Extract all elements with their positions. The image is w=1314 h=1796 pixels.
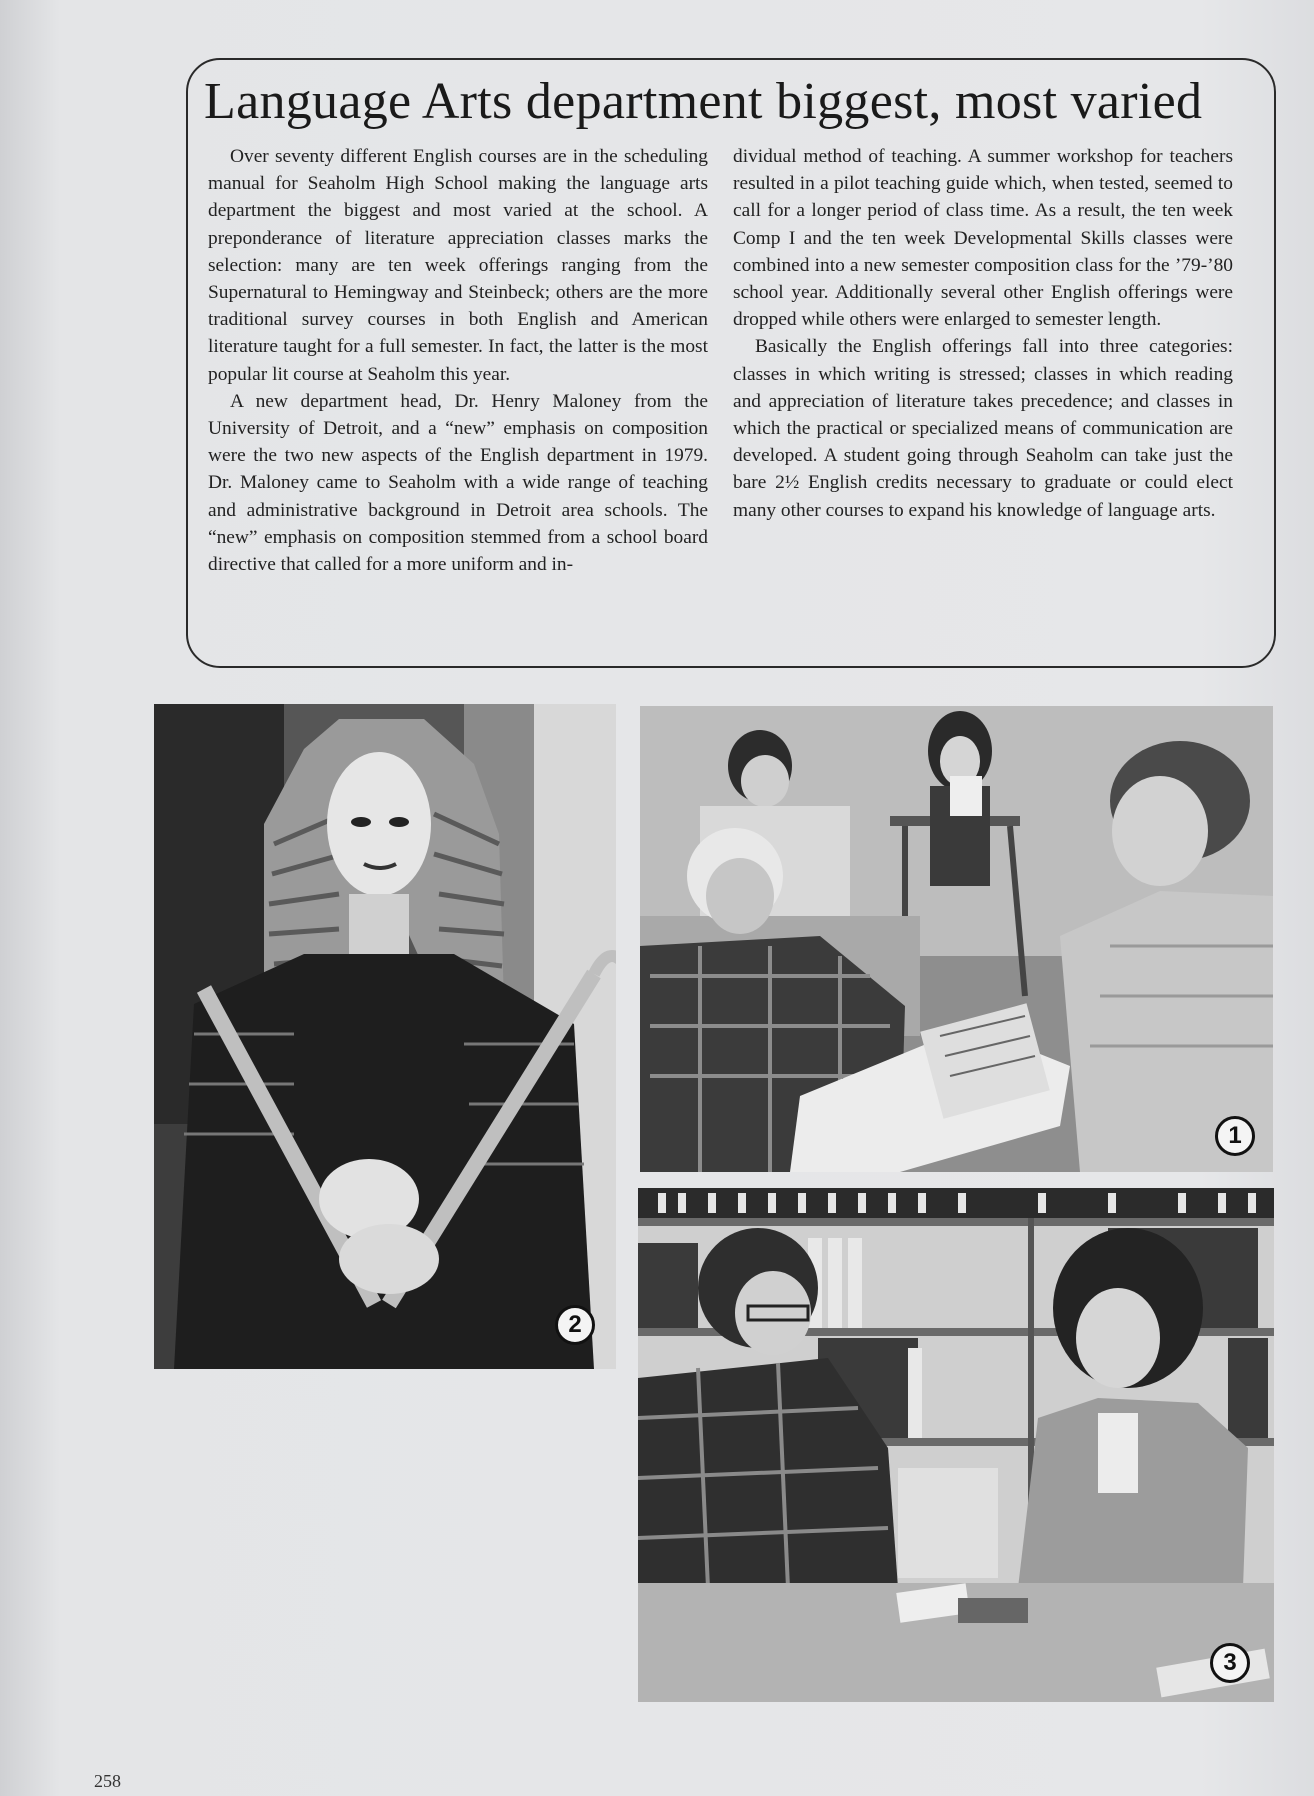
story-paragraph: A new department head, Dr. Henry Maloney from the University of Detroit, and a “new” emphasis on composition were the two new aspects of the English department in 1979. Dr. Maloney came to Seaholm with a wide range of teaching and administrative background in Detroit area schools. The “new” emphasis on composition stemmed from a school board directive that called for a more uniform and in-: [208, 390, 708, 576]
story-column-right: [733, 143, 1233, 524]
photo-students-reading: [640, 706, 1273, 1172]
story-paragraph: dividual method of teaching. A summer workshop for teachers resulted in a pilot teaching guide which, when tested, seemed to call for a longer period of class time. As a result, the ten week Comp I and the ten week Developmental Skills classes were combined into a new semester composition class for the ’79-’80 school year. Additionally several other English offerings were dropped while others were enlarged to semester length.: [733, 146, 1233, 331]
headline: Language Arts department biggest, most varied: [204, 73, 1203, 130]
photo-number-badge: 1: [1215, 1116, 1255, 1156]
page-number: 258: [94, 1771, 121, 1791]
photo-library-students: [638, 1188, 1274, 1702]
story-column-left: [208, 143, 708, 578]
story-paragraph: Basically the English offerings fall into three categories: classes in which writing is stressed; classes in which reading and appreciation of literature takes precedence; and classes in which the practical or specialized means of communication are developed. A student going through Seaholm can take just the bare 2½ English credits necessary to graduate or could elect many other courses to expand his knowledge of language arts.: [733, 336, 1233, 521]
story-paragraph: Over seventy different English courses are in the scheduling manual for Seaholm High School making the language arts department the biggest and most varied at the school. A preponderance of literature appreciation classes marks the selection: many are ten week offerings ranging from the Supernatural to Hemingway and Steinbeck; others are the more traditional survey courses in both English and American literature taught for a full semester. In fact, the latter is the most popular lit course at Seaholm this year.: [208, 146, 708, 385]
photo-number-badge: 3: [1210, 1643, 1250, 1683]
photo-number-badge: 2: [555, 1305, 595, 1345]
photo-costumed-student: [154, 704, 616, 1369]
